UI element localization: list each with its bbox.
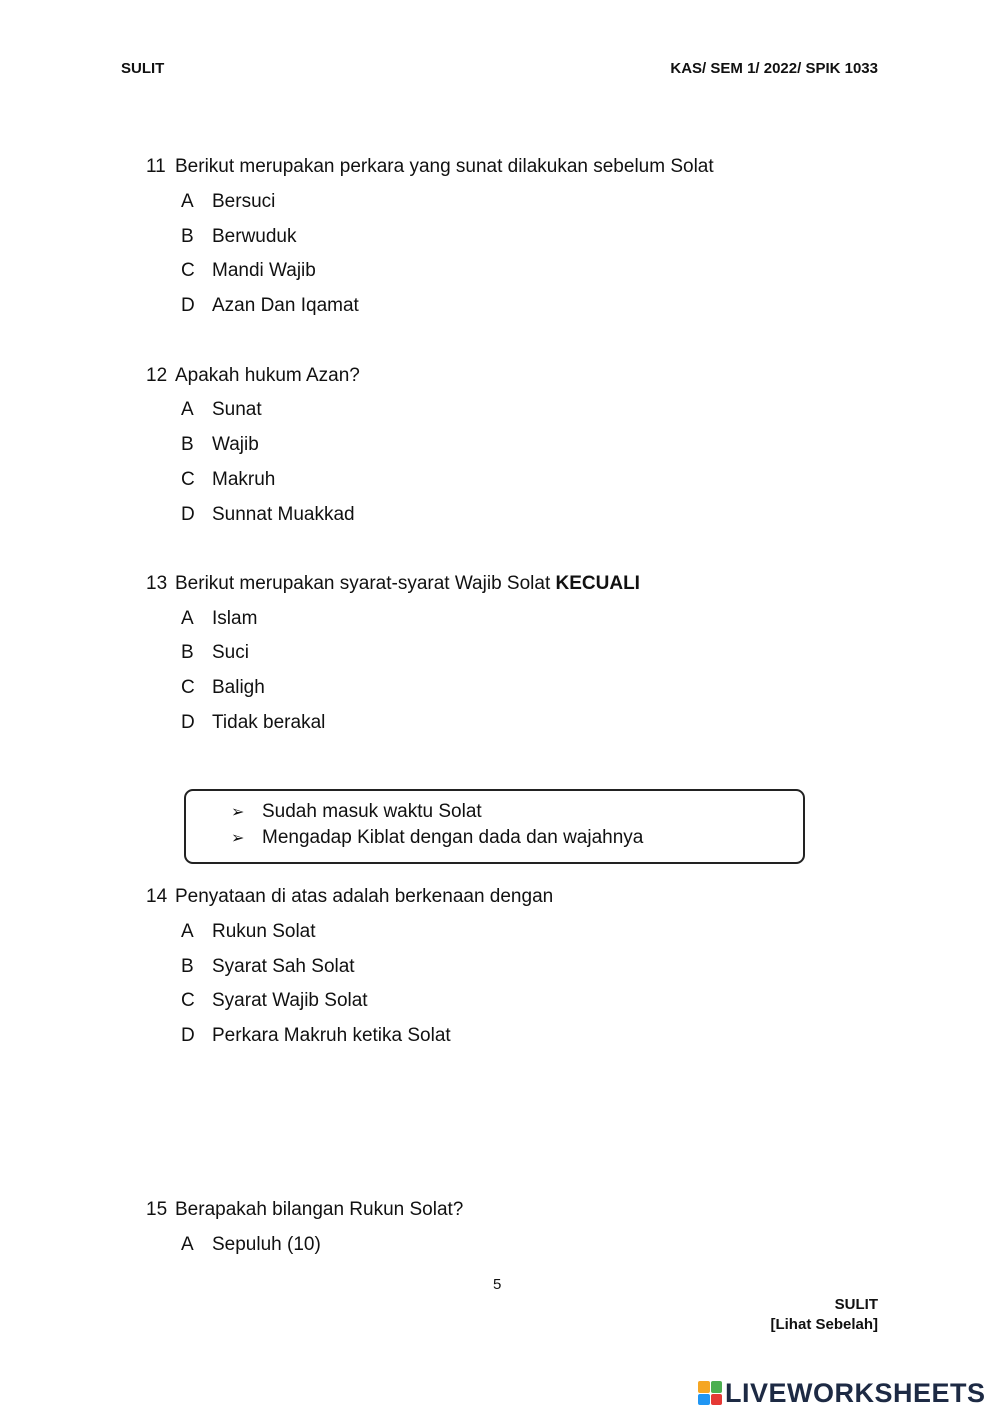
option-13-d[interactable] [181, 712, 325, 734]
question-text: Berikut merupakan syarat-syarat Wajib Solat [175, 573, 556, 594]
statement-text: Mengadap Kiblat dengan dada dan wajahnya [262, 827, 644, 848]
logo-square [698, 1381, 710, 1393]
question-number: 15 [146, 1199, 168, 1220]
option-letter: C [181, 990, 195, 1011]
question-text: Penyataan di atas adalah berkenaan dengan [175, 886, 554, 907]
footer-next-page: [Lihat Sebelah] [770, 1316, 878, 1333]
statement-item [231, 827, 643, 849]
arrow-bullet-icon: ➢ [231, 830, 245, 847]
option-letter: A [181, 191, 194, 212]
option-text: Tidak berakal [212, 712, 326, 733]
option-14-c[interactable] [181, 990, 368, 1012]
option-text: Azan Dan Iqamat [212, 295, 359, 316]
option-letter: D [181, 504, 195, 525]
question-14 [146, 886, 553, 908]
option-11-b[interactable] [181, 226, 297, 248]
option-text: Suci [212, 642, 249, 663]
question-13 [146, 573, 640, 595]
page-number: 5 [493, 1276, 502, 1293]
footer-classification: SULIT [834, 1296, 878, 1313]
option-text: Wajib [212, 434, 259, 455]
option-letter: A [181, 399, 194, 420]
option-12-b[interactable] [181, 434, 259, 456]
liveworksheets-logo-icon [698, 1381, 722, 1405]
option-letter: C [181, 677, 195, 698]
option-12-d[interactable] [181, 504, 355, 526]
option-text: Sunnat Muakkad [212, 504, 355, 525]
option-letter: C [181, 260, 195, 281]
option-13-b[interactable] [181, 642, 249, 664]
header-left: SULIT [121, 60, 165, 77]
option-14-a[interactable] [181, 921, 316, 943]
logo-square [711, 1394, 723, 1406]
header-right: KAS/ SEM 1/ 2022/ SPIK 1033 [670, 60, 878, 77]
logo-square [711, 1381, 723, 1393]
option-letter: C [181, 469, 195, 490]
option-letter: D [181, 1025, 195, 1046]
option-12-c[interactable] [181, 469, 275, 491]
question-number: 12 [146, 365, 168, 386]
option-letter: D [181, 295, 195, 316]
question-15 [146, 1199, 463, 1221]
option-13-c[interactable] [181, 677, 265, 699]
option-text: Sunat [212, 399, 262, 420]
option-13-a[interactable] [181, 608, 257, 630]
option-text: Mandi Wajib [212, 260, 316, 281]
question-emphasis: KECUALI [555, 573, 640, 594]
question-text: Berapakah bilangan Rukun Solat? [175, 1199, 464, 1220]
option-letter: B [181, 642, 194, 663]
brand-text: LIVEWORKSHEETS [725, 1377, 986, 1408]
option-letter: B [181, 956, 194, 977]
option-12-a[interactable] [181, 399, 262, 421]
logo-square [698, 1394, 710, 1406]
option-text: Bersuci [212, 191, 276, 212]
statement-item [231, 801, 482, 823]
option-letter: A [181, 1234, 194, 1255]
question-number: 14 [146, 886, 168, 907]
option-text: Baligh [212, 677, 265, 698]
option-15-a[interactable] [181, 1234, 321, 1256]
option-text: Makruh [212, 469, 276, 490]
option-11-d[interactable] [181, 295, 359, 317]
option-letter: D [181, 712, 195, 733]
question-11 [146, 156, 714, 178]
liveworksheets-brand[interactable] [698, 1378, 986, 1408]
question-number: 11 [146, 156, 166, 177]
question-number: 13 [146, 573, 168, 594]
option-text: Berwuduk [212, 226, 297, 247]
option-letter: B [181, 434, 194, 455]
option-11-c[interactable] [181, 260, 316, 282]
option-11-a[interactable] [181, 191, 275, 213]
question-text: Berikut merupakan perkara yang sunat dilakukan sebelum Solat [175, 156, 714, 177]
question-text: Apakah hukum Azan? [175, 365, 360, 386]
option-text: Sepuluh (10) [212, 1234, 321, 1255]
statement-text: Sudah masuk waktu Solat [262, 801, 482, 822]
option-letter: B [181, 226, 194, 247]
option-14-b[interactable] [181, 956, 355, 978]
option-letter: A [181, 921, 194, 942]
option-text: Perkara Makruh ketika Solat [212, 1025, 451, 1046]
option-letter: A [181, 608, 194, 629]
option-text: Rukun Solat [212, 921, 316, 942]
option-text: Syarat Sah Solat [212, 956, 355, 977]
question-12 [146, 365, 360, 387]
option-text: Syarat Wajib Solat [212, 990, 368, 1011]
arrow-bullet-icon: ➢ [231, 804, 245, 821]
option-14-d[interactable] [181, 1025, 451, 1047]
option-text: Islam [212, 608, 258, 629]
